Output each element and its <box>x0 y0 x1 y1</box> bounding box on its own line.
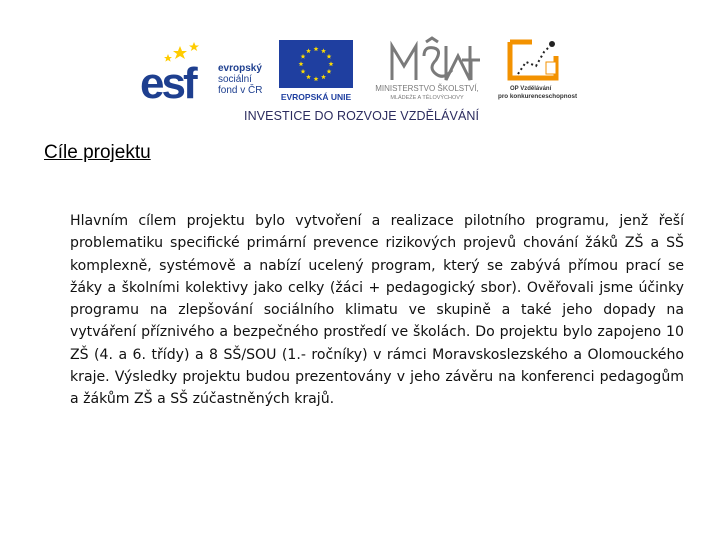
page-title: Cíle projektu <box>44 142 151 163</box>
op-line2: pro konkurenceschopnost <box>498 93 578 100</box>
op-frame-icon <box>510 41 556 78</box>
esf-line3: fond v ČR <box>218 85 263 96</box>
msmt-line1: MINISTERSTVO ŠKOLSTVÍ, <box>375 84 479 93</box>
msmt-logo <box>362 36 492 102</box>
op-line1: OP Vzdělávání <box>510 86 552 92</box>
msmt-line2: MLÁDEŽE A TĚLOVÝCHOVY <box>390 95 464 101</box>
body-paragraph: Hlavním cílem projektu bylo vytvoření a realizace pilotního programu, jenž řeší problematiku specifické primární prevence rizikových projevů chování žáků ZŠ a SŠ komplexně, systémově a nabízí ucelený program, který se zabývá přímou prací se žáky a školními kolektivy jako celky (žáci + pedagogický sbor). Ověřovali jsme účinky programu na zlepšování sociálního klimatu ve skupině a také jeho dopady na vytváření příznivého a bezpečného prostředí ve školách. Do projektu bylo zapojeno 10 ZŠ (4. a 6. třídy) a 8 SŠ/SOU (1.- ročníky) v rámci Moravskoslezského a Olomouckého kraje. Výsledky projektu budou prezentovány v jeho závěru na konferenci pedagogům a žákům ZŠ a SŠ zúčastněných krajů. <box>70 213 684 408</box>
eu-caption: EVROPSKÁ UNIE <box>280 92 352 102</box>
msmt-monogram-icon <box>392 38 480 80</box>
esf-logo <box>140 38 270 102</box>
esf-line1: evropský <box>218 63 262 74</box>
banner-caption: INVESTICE DO ROZVOJE VZDĚLÁVÁNÍ <box>244 109 480 123</box>
op-vzdelavani-logo <box>496 36 580 102</box>
esf-line2: sociální <box>218 74 252 85</box>
logo-banner <box>140 36 580 126</box>
eu-flag-logo <box>277 40 355 102</box>
esf-mark: esf <box>140 59 195 102</box>
